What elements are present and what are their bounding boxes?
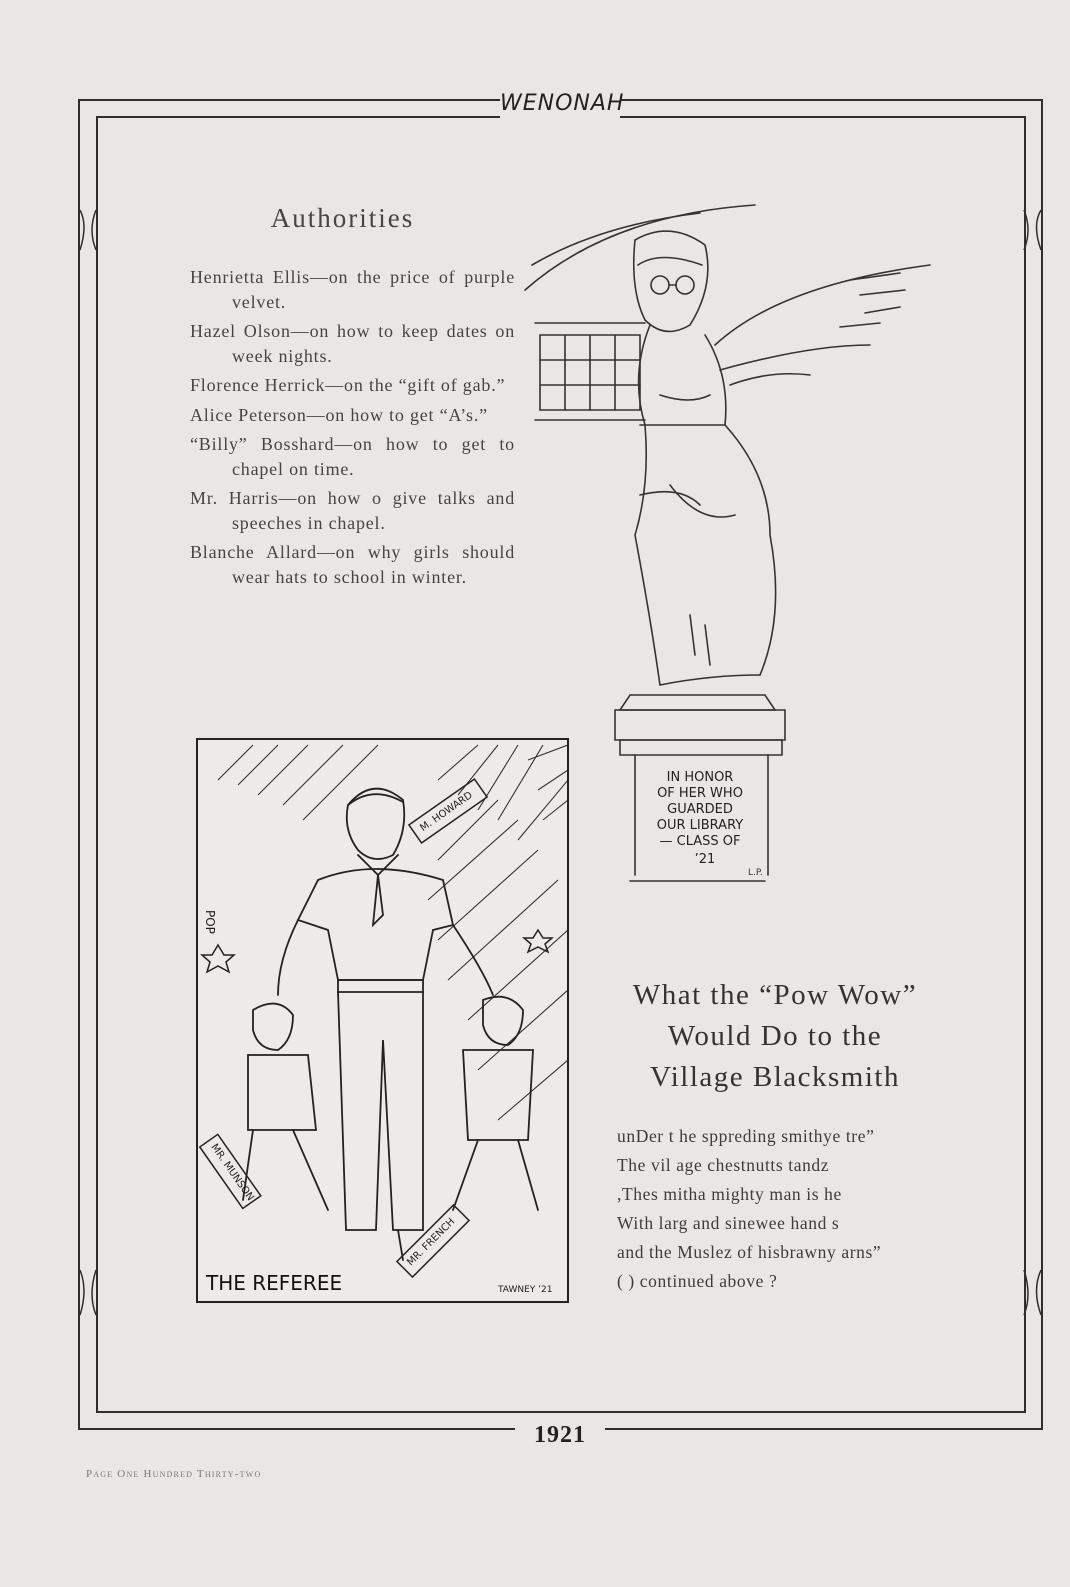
frame-outer-left <box>78 99 80 1429</box>
poem-line: With larg and sinewee hand s <box>617 1213 840 1233</box>
referee-cartoon <box>196 738 569 1303</box>
list-item: Henrietta Ellis—on the price of purple velvet. <box>190 267 515 312</box>
heading-line: What the “Pow Wow” <box>632 979 918 1011</box>
plaque-line: IN HONOR <box>666 770 734 785</box>
plaque-line: — CLASS OF <box>659 834 741 849</box>
footer-year: 1921 <box>515 1422 605 1452</box>
authorities-list <box>190 265 515 594</box>
tag-label: MR. FRENCH <box>405 1216 458 1269</box>
angel-statue-drawing <box>520 195 960 905</box>
list-item: Mr. Harris—on how o give talks and speeches in chapel. <box>190 488 515 533</box>
list-item: Florence Herrick—on the “gift of gab.” <box>190 375 506 395</box>
artist-initials: L.P. <box>748 868 763 878</box>
authorities-heading: Authorities <box>270 203 415 233</box>
heading-line: Would Do to the <box>667 1020 883 1052</box>
page-number-label: Page One Hundred Thirty-two <box>86 1468 262 1480</box>
poem-line: unDer t he sppreding smithye tre” <box>617 1126 875 1146</box>
plaque-line: OUR LIBRARY <box>656 818 744 833</box>
powwow-heading <box>615 975 935 1098</box>
pop-label: POP <box>203 910 217 934</box>
plaque-line: OF HER WHO <box>657 786 743 801</box>
list-item: Hazel Olson—on how to keep dates on week nights. <box>190 321 515 366</box>
heading-line: Village Blacksmith <box>650 1061 900 1093</box>
poem-line: and the Muslez of hisbrawny arns” <box>617 1242 882 1262</box>
cartoon-title: THE REFEREE <box>206 1271 343 1295</box>
poem-line: The vil age chestnutts tandz <box>617 1155 830 1175</box>
frame-inner-left <box>96 116 98 1412</box>
cartoon-signature: TAWNEY ’21 <box>498 1285 553 1295</box>
list-item: Alice Peterson—on how to get “A’s.” <box>190 404 488 425</box>
referee-cartoon-drawing <box>198 740 569 1303</box>
frame-inner-right <box>1024 116 1026 1412</box>
tag-label: MR. MUNSON <box>208 1142 256 1204</box>
plaque-line: GUARDED <box>667 802 733 817</box>
parody-poem <box>617 1122 977 1296</box>
list-item: “Billy” Bosshard—on how to get to chapel on time. <box>190 434 515 479</box>
poem-line: ( ) continued above ? <box>617 1271 778 1291</box>
frame-inner-bottom <box>96 1411 1026 1413</box>
tag-label: M. HOWARD <box>418 789 475 835</box>
plaque-line: ’21 <box>694 852 716 867</box>
header-title: WENONAH <box>500 91 620 121</box>
frame-outer-right <box>1041 99 1043 1429</box>
poem-line: ,Thes mitha mighty man is he <box>617 1184 842 1204</box>
list-item: Blanche Allard—on why girls should wear hats to school in winter. <box>190 542 515 587</box>
